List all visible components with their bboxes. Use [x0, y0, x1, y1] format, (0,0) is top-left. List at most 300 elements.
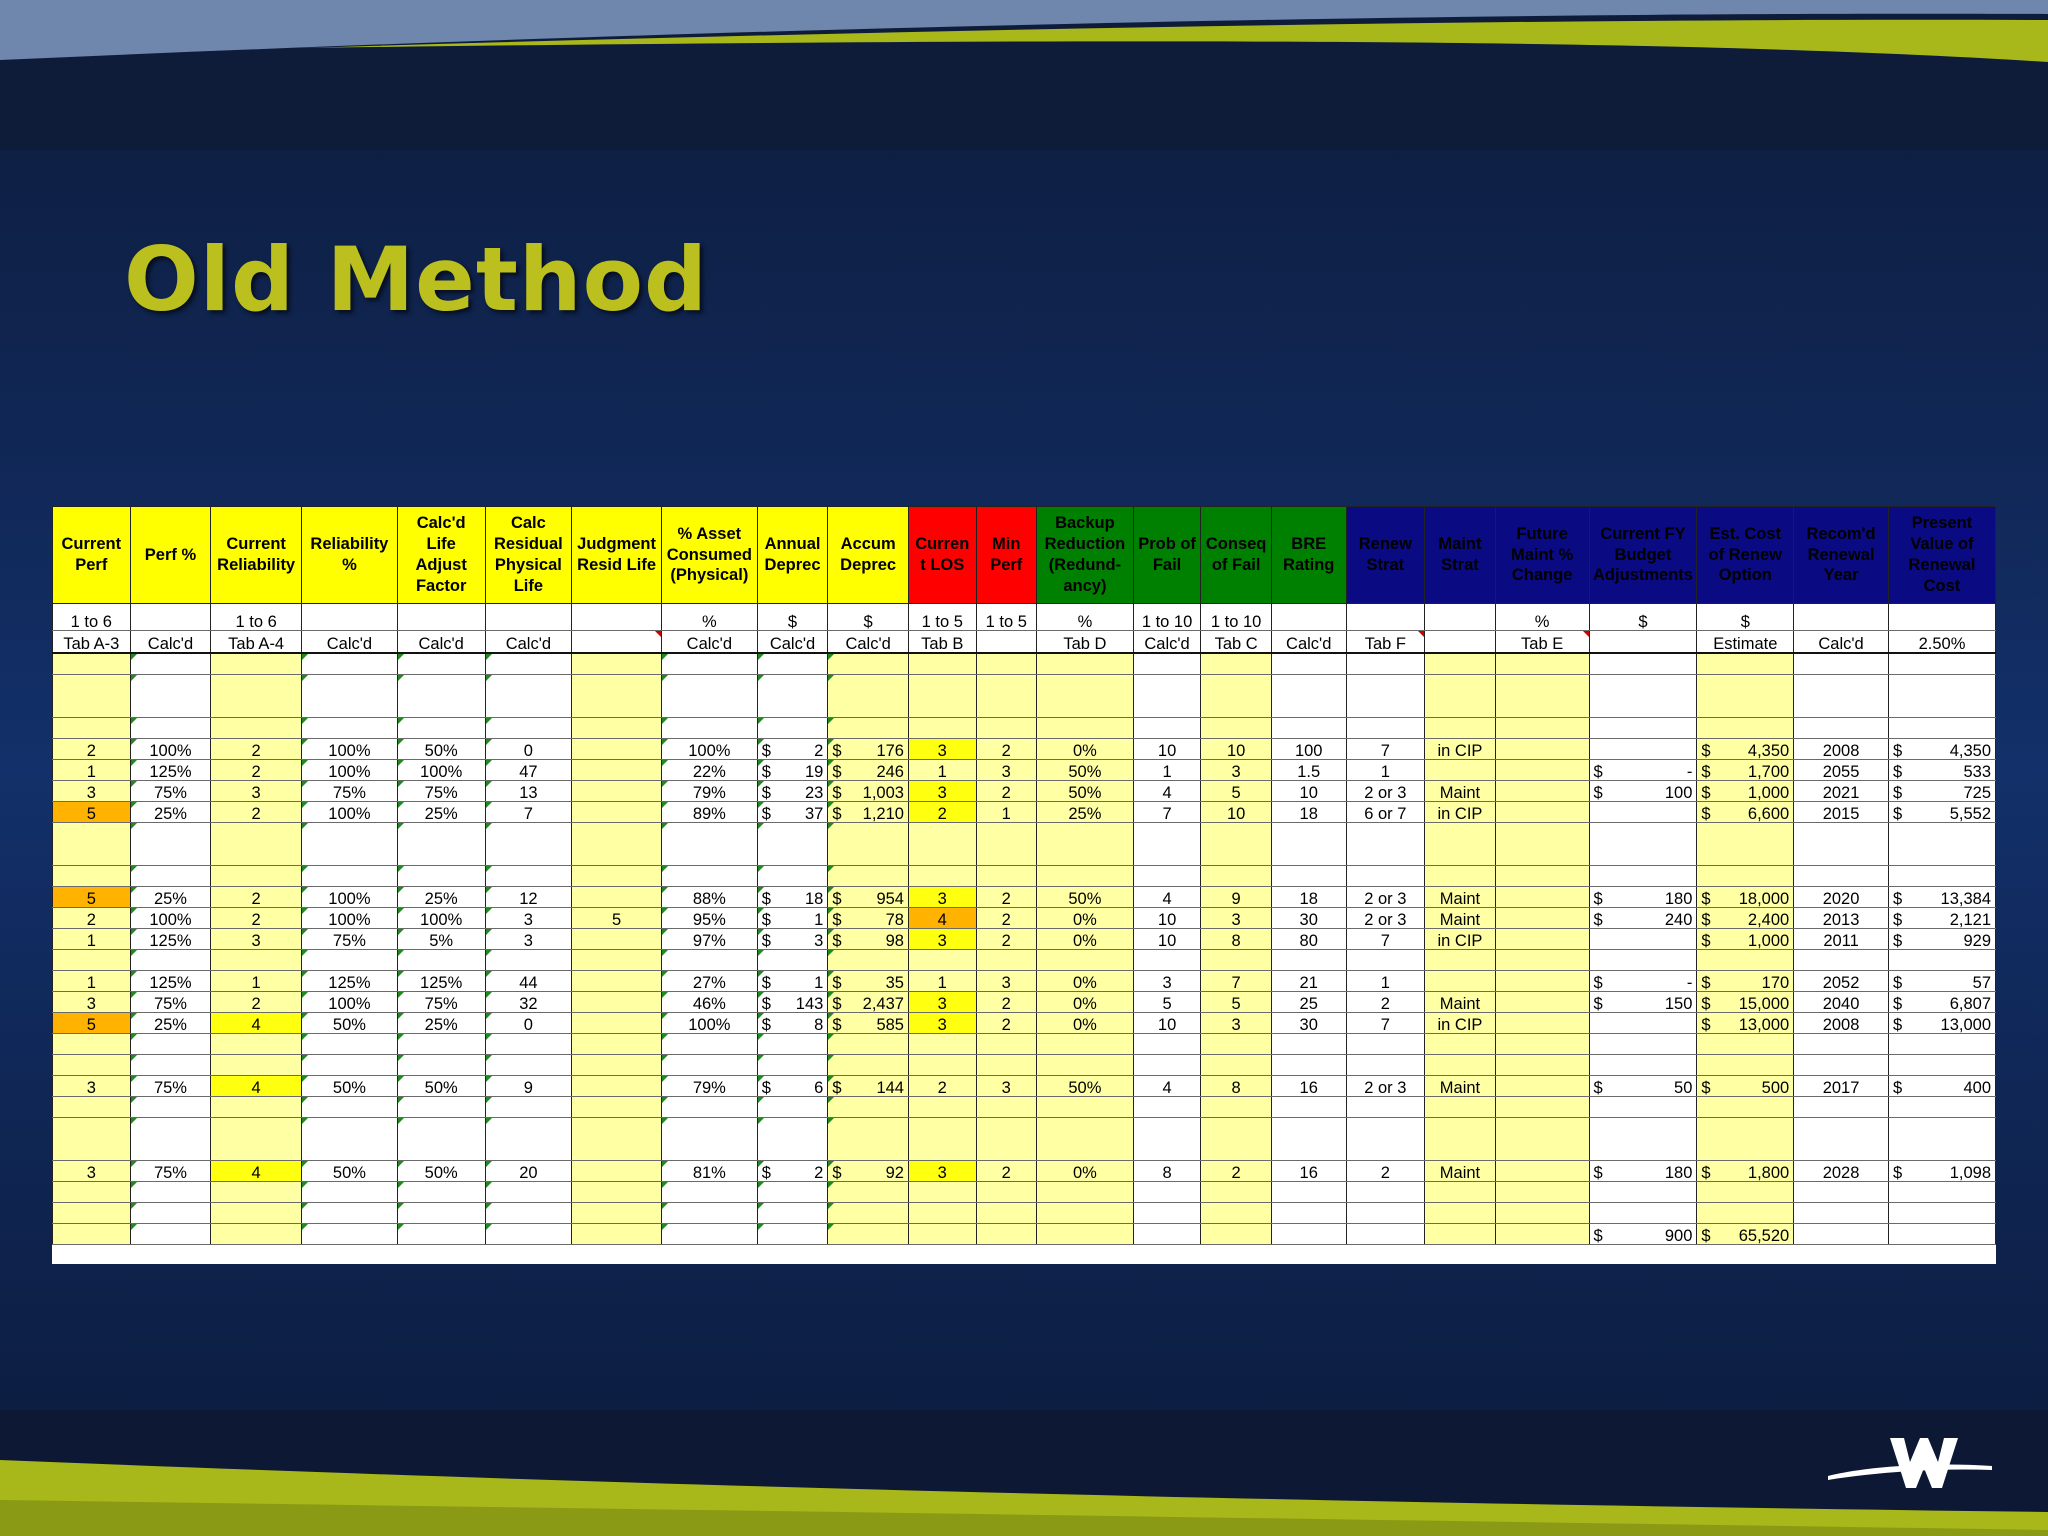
currency-symbol: $: [832, 889, 842, 908]
currency-amount: 19: [804, 762, 824, 781]
blank-cell: [976, 1118, 1036, 1161]
blank-cell: [661, 1203, 757, 1224]
table-cell: [1589, 1076, 1697, 1097]
blank-cell: [1425, 1118, 1496, 1161]
table-row: [53, 992, 1996, 1013]
currency-value: [828, 933, 908, 950]
blank-cell: [1888, 950, 1995, 971]
currency-amount: 18: [804, 889, 824, 908]
table-cell: 30: [1271, 908, 1346, 929]
table-cell: [828, 781, 909, 802]
table-cell: 12: [485, 887, 572, 908]
cell-marker: [486, 739, 492, 745]
currency-value: [1889, 806, 1995, 823]
table-cell: [1697, 1161, 1794, 1182]
currency-symbol: $: [761, 889, 771, 908]
cell-marker: [828, 1182, 834, 1188]
blank-cell: [1495, 1182, 1589, 1203]
blank-cell: [1133, 950, 1201, 971]
header-row: [53, 507, 1996, 604]
blank-cell: [1697, 1203, 1794, 1224]
source-cell: Tab A-3: [53, 631, 131, 654]
table-cell: 50%: [302, 1013, 398, 1034]
blank-cell: [757, 653, 828, 675]
table-cell: [1271, 1224, 1346, 1245]
table-cell: [1495, 739, 1589, 760]
blank-cell: [1201, 718, 1272, 739]
blank-cell: [908, 604, 976, 613]
currency-symbol: $: [832, 910, 842, 929]
table-cell: [1495, 1224, 1589, 1245]
table-cell: 3: [211, 781, 302, 802]
slide-title: Old Method: [124, 228, 709, 331]
cell-marker: [302, 718, 308, 724]
table-cell: [1495, 1161, 1589, 1182]
table-cell: 7: [1133, 802, 1201, 823]
blank-cell: [1346, 1182, 1425, 1203]
blank-cell: [53, 823, 131, 866]
currency-symbol: $: [761, 762, 771, 781]
cell-marker: [486, 760, 492, 766]
blank-cell: [53, 653, 131, 675]
currency-symbol: $: [1892, 994, 1903, 1013]
cell-marker: [486, 887, 492, 893]
blank-cell: [1037, 675, 1134, 718]
blank-cell: [1201, 1182, 1272, 1203]
table-cell: 1: [53, 760, 131, 781]
blank-cell: [661, 675, 757, 718]
blank-cell: [1589, 866, 1697, 887]
blank-cell: [1201, 604, 1272, 613]
table-cell: 2 or 3: [1346, 887, 1425, 908]
unit-cell: $: [757, 612, 828, 631]
blank-cell: [485, 866, 572, 887]
table-cell: 4: [211, 1161, 302, 1182]
cell-marker: [302, 866, 308, 872]
cell-marker: [131, 971, 137, 977]
blank-cell: [211, 675, 302, 718]
blank-cell: [1037, 604, 1134, 613]
table-cell: [572, 887, 662, 908]
cell-marker: [131, 866, 137, 872]
currency-symbol: $: [1892, 762, 1903, 781]
currency-symbol: $: [1701, 741, 1711, 760]
currency-value: [1590, 1165, 1697, 1182]
blank-cell: [53, 718, 131, 739]
blank-cell: [1037, 866, 1134, 887]
blank-cell: [976, 718, 1036, 739]
currency-amount: 1,000: [1747, 931, 1790, 950]
column-header: Reliability %: [302, 507, 398, 604]
currency-amount: 2,121: [1949, 910, 1991, 929]
table-cell: [1495, 908, 1589, 929]
currency-amount: 2: [814, 741, 824, 760]
table-cell: 95%: [661, 908, 757, 929]
cell-marker: [398, 1161, 404, 1167]
blank-cell: [1425, 823, 1496, 866]
table-cell: 125%: [130, 929, 211, 950]
table-cell: 2: [976, 781, 1036, 802]
table-cell: 6 or 7: [1346, 802, 1425, 823]
table-cell: 16: [1271, 1076, 1346, 1097]
currency-amount: 5,552: [1949, 804, 1991, 823]
blank-cell: [1888, 1182, 1995, 1203]
currency-amount: 57: [1972, 973, 1991, 992]
cell-marker: [758, 1055, 764, 1061]
table-cell: [1888, 971, 1995, 992]
currency-symbol: $: [1892, 931, 1903, 950]
cell-marker: [662, 781, 668, 787]
currency-symbol: $: [1892, 910, 1903, 929]
spacer-row: [53, 1203, 1996, 1224]
source-cell: Calc'd: [397, 631, 485, 654]
currency-amount: 35: [885, 973, 904, 992]
cell-marker: [398, 971, 404, 977]
blank-cell: [1271, 1055, 1346, 1076]
unit-cell: [572, 612, 662, 631]
blank-cell: [1037, 1203, 1134, 1224]
blank-cell: [302, 1055, 398, 1076]
blank-cell: [1589, 1097, 1697, 1118]
currency-value: [1889, 996, 1995, 1013]
cell-marker: [758, 992, 764, 998]
currency-symbol: $: [832, 783, 842, 802]
cell-marker: [302, 908, 308, 914]
currency-amount: 50: [1674, 1078, 1693, 1097]
table-cell: [1589, 971, 1697, 992]
table-cell: [1425, 1224, 1496, 1245]
column-header: Renew Strat: [1346, 507, 1425, 604]
source-cell: [572, 631, 662, 654]
table-cell: 3: [1201, 908, 1272, 929]
blank-cell: [485, 604, 572, 613]
table-cell: [1888, 929, 1995, 950]
table-cell: [1495, 992, 1589, 1013]
currency-value: [828, 743, 908, 760]
blank-cell: [757, 1097, 828, 1118]
cell-marker: [758, 1118, 764, 1124]
currency-value: [758, 764, 828, 781]
currency-amount: 1,000: [1747, 783, 1790, 802]
cell-marker: [131, 1097, 137, 1103]
table-cell: [572, 781, 662, 802]
table-cell: [1346, 1224, 1425, 1245]
blank-cell: [1425, 1097, 1496, 1118]
blank-cell: [976, 1034, 1036, 1055]
cell-marker: [758, 1076, 764, 1082]
currency-amount: 1,800: [1747, 1163, 1790, 1182]
table-cell: 2: [976, 739, 1036, 760]
table-cell: 3: [976, 1076, 1036, 1097]
currency-symbol: $: [1593, 910, 1603, 929]
blank-cell: [485, 1182, 572, 1203]
unit-cell: [302, 612, 398, 631]
blank-cell: [53, 1097, 131, 1118]
currency-value: [828, 1080, 908, 1097]
table-cell: 5: [53, 1013, 131, 1034]
blank-cell: [302, 675, 398, 718]
source-cell: Calc'd: [302, 631, 398, 654]
cell-marker: [398, 887, 404, 893]
unit-cell: 1 to 5: [976, 612, 1036, 631]
table-cell: 8: [1201, 1076, 1272, 1097]
table-cell: 2: [976, 1013, 1036, 1034]
table-cell: [1201, 1224, 1272, 1245]
blank-cell: [302, 1182, 398, 1203]
table-cell: [302, 1224, 398, 1245]
currency-symbol: $: [1701, 973, 1711, 992]
currency-symbol: $: [761, 931, 771, 950]
cell-marker: [828, 1161, 834, 1167]
unit-cell: %: [1495, 612, 1589, 631]
blank-cell: [1495, 1055, 1589, 1076]
table-cell: 50%: [397, 739, 485, 760]
blank-cell: [757, 1034, 828, 1055]
currency-value: [1697, 806, 1793, 823]
table-cell: 50%: [397, 1076, 485, 1097]
table-cell: [572, 1224, 662, 1245]
table-cell: 100%: [302, 887, 398, 908]
blank-cell: [397, 1118, 485, 1161]
table-cell: [1888, 739, 1995, 760]
table-cell: 1: [211, 971, 302, 992]
blank-cell: [1589, 1055, 1697, 1076]
unit-cell: [1271, 612, 1346, 631]
table-cell: 1: [976, 802, 1036, 823]
table-cell: 1: [1346, 760, 1425, 781]
source-cell: Calc'd: [661, 631, 757, 654]
table-cell: 10: [1201, 802, 1272, 823]
cell-marker: [302, 1203, 308, 1209]
cell-marker: [486, 781, 492, 787]
table-cell: [757, 887, 828, 908]
blank-cell: [1888, 718, 1995, 739]
table-cell: 25%: [1037, 802, 1134, 823]
cell-marker: [828, 1118, 834, 1124]
blank-cell: [661, 1118, 757, 1161]
currency-value: [1697, 1080, 1793, 1097]
blank-cell: [397, 1203, 485, 1224]
table-cell: 5: [1201, 781, 1272, 802]
table-cell: [828, 802, 909, 823]
blank-cell: [572, 823, 662, 866]
blank-cell: [757, 718, 828, 739]
table-row: [53, 887, 1996, 908]
currency-symbol: $: [1892, 783, 1903, 802]
currency-value: [828, 764, 908, 781]
cell-marker: [828, 971, 834, 977]
blank-cell: [1425, 675, 1496, 718]
cell-marker: [758, 802, 764, 808]
currency-amount: 92: [885, 1163, 904, 1182]
blank-cell: [1589, 604, 1697, 613]
table-cell: Maint: [1425, 887, 1496, 908]
cell-marker: [398, 760, 404, 766]
cell-marker: [758, 718, 764, 724]
currency-amount: 725: [1963, 783, 1991, 802]
blank-cell: [828, 604, 909, 613]
cell-marker: [758, 887, 764, 893]
cell-marker: [398, 739, 404, 745]
table-cell: 2008: [1794, 739, 1889, 760]
currency-symbol: $: [1701, 889, 1711, 908]
table-cell: 50%: [1037, 887, 1134, 908]
blank-cell: [1888, 823, 1995, 866]
blank-cell: [485, 675, 572, 718]
currency-amount: 400: [1963, 1078, 1991, 1097]
blank-cell: [1794, 1118, 1889, 1161]
table-cell: 2: [976, 1161, 1036, 1182]
table-cell: 7: [1346, 929, 1425, 950]
currency-symbol: $: [761, 783, 771, 802]
blank-cell: [1346, 1055, 1425, 1076]
blank-cell: [908, 1182, 976, 1203]
blank-cell: [1133, 866, 1201, 887]
blank-cell: [976, 1097, 1036, 1118]
currency-value: [758, 743, 828, 760]
source-cell: Tab F: [1346, 631, 1425, 654]
blank-cell: [572, 1034, 662, 1055]
cell-marker: [302, 1013, 308, 1019]
table-cell: 3: [53, 1161, 131, 1182]
cell-marker: [662, 1076, 668, 1082]
blank-cell: [211, 1034, 302, 1055]
currency-amount: 2: [814, 1163, 824, 1182]
blank-cell: [53, 604, 131, 613]
currency-symbol: $: [1892, 1163, 1903, 1182]
table-cell: 0: [485, 1013, 572, 1034]
blank-cell: [1346, 1034, 1425, 1055]
table-cell: 10: [1133, 908, 1201, 929]
table-cell: 2: [53, 908, 131, 929]
spacer-row: [53, 1182, 1996, 1203]
column-header: Judgment Resid Life: [572, 507, 662, 604]
currency-symbol: $: [832, 973, 842, 992]
table-cell: 4: [211, 1013, 302, 1034]
table-cell: 100%: [661, 739, 757, 760]
currency-value: [1697, 1165, 1793, 1182]
currency-symbol: $: [761, 1015, 771, 1034]
cell-marker: [828, 1097, 834, 1103]
blank-cell: [908, 950, 976, 971]
cell-marker: [662, 1224, 668, 1230]
currency-amount: -: [1686, 973, 1693, 992]
blank-cell: [397, 866, 485, 887]
unit-cell: [1794, 612, 1889, 631]
table-cell: in CIP: [1425, 1013, 1496, 1034]
currency-symbol: $: [1701, 931, 1711, 950]
table-cell: [572, 1161, 662, 1182]
table-cell: 25%: [130, 887, 211, 908]
currency-value: [828, 1017, 908, 1034]
blank-cell: [302, 823, 398, 866]
currency-value: [758, 933, 828, 950]
blank-cell: [661, 1034, 757, 1055]
cell-marker: [662, 1161, 668, 1167]
table-cell: 3: [485, 908, 572, 929]
table-cell: 20: [485, 1161, 572, 1182]
cell-marker: [398, 823, 404, 829]
cell-marker: [131, 718, 137, 724]
cell-marker: [131, 1182, 137, 1188]
currency-value: [828, 975, 908, 992]
table-row: [53, 1013, 1996, 1034]
blank-cell: [661, 866, 757, 887]
table-cell: 3: [1133, 971, 1201, 992]
currency-value: [1889, 1017, 1995, 1034]
table-cell: 9: [485, 1076, 572, 1097]
table-row: [53, 802, 1996, 823]
table-cell: [1425, 971, 1496, 992]
blank-cell: [211, 823, 302, 866]
currency-amount: 1: [814, 973, 824, 992]
currency-amount: 180: [1664, 1163, 1693, 1182]
cell-marker: [302, 1055, 308, 1061]
table-cell: 2 or 3: [1346, 908, 1425, 929]
blank-cell: [828, 823, 909, 866]
blank-cell: [397, 823, 485, 866]
table-cell: 2: [211, 802, 302, 823]
cell-marker: [302, 1224, 308, 1230]
currency-amount: 98: [885, 931, 904, 950]
blank-cell: [828, 1203, 909, 1224]
blank-cell: [1201, 1118, 1272, 1161]
blank-cell: [1697, 1034, 1794, 1055]
cell-marker: [828, 866, 834, 872]
cell-marker: [662, 1013, 668, 1019]
blank-cell: [485, 1097, 572, 1118]
blank-cell: [908, 1034, 976, 1055]
table-cell: [1697, 1224, 1794, 1245]
table-cell: 3: [908, 1161, 976, 1182]
blank-cell: [302, 950, 398, 971]
blank-cell: [828, 675, 909, 718]
blank-cell: [1888, 604, 1995, 613]
blank-cell: [130, 1118, 211, 1161]
blank-cell: [661, 823, 757, 866]
table-cell: [1495, 1013, 1589, 1034]
currency-amount: 13,384: [1940, 889, 1991, 908]
blank-cell: [211, 950, 302, 971]
currency-value: [1697, 975, 1793, 992]
table-cell: [1794, 1224, 1889, 1245]
currency-value: [758, 1017, 828, 1034]
table-cell: 21: [1271, 971, 1346, 992]
table-cell: [757, 760, 828, 781]
table-cell: [1495, 802, 1589, 823]
blank-cell: [757, 1203, 828, 1224]
blank-cell: [1201, 866, 1272, 887]
table-cell: 125%: [130, 971, 211, 992]
table-cell: 10: [1133, 739, 1201, 760]
table-cell: 2015: [1794, 802, 1889, 823]
table-cell: [1037, 1224, 1134, 1245]
blank-cell: [211, 1203, 302, 1224]
table-cell: [1888, 781, 1995, 802]
cell-marker: [758, 760, 764, 766]
blank-cell: [302, 1118, 398, 1161]
blank-cell: [1589, 950, 1697, 971]
currency-value: [1697, 996, 1793, 1013]
blank-cell: [1346, 1097, 1425, 1118]
currency-amount: 929: [1963, 931, 1991, 950]
blank-cell: [908, 1055, 976, 1076]
currency-value: [1697, 912, 1793, 929]
table-cell: 100%: [302, 802, 398, 823]
table-cell: [211, 1224, 302, 1245]
cell-marker: [131, 1224, 137, 1230]
blank-cell: [1037, 653, 1134, 675]
